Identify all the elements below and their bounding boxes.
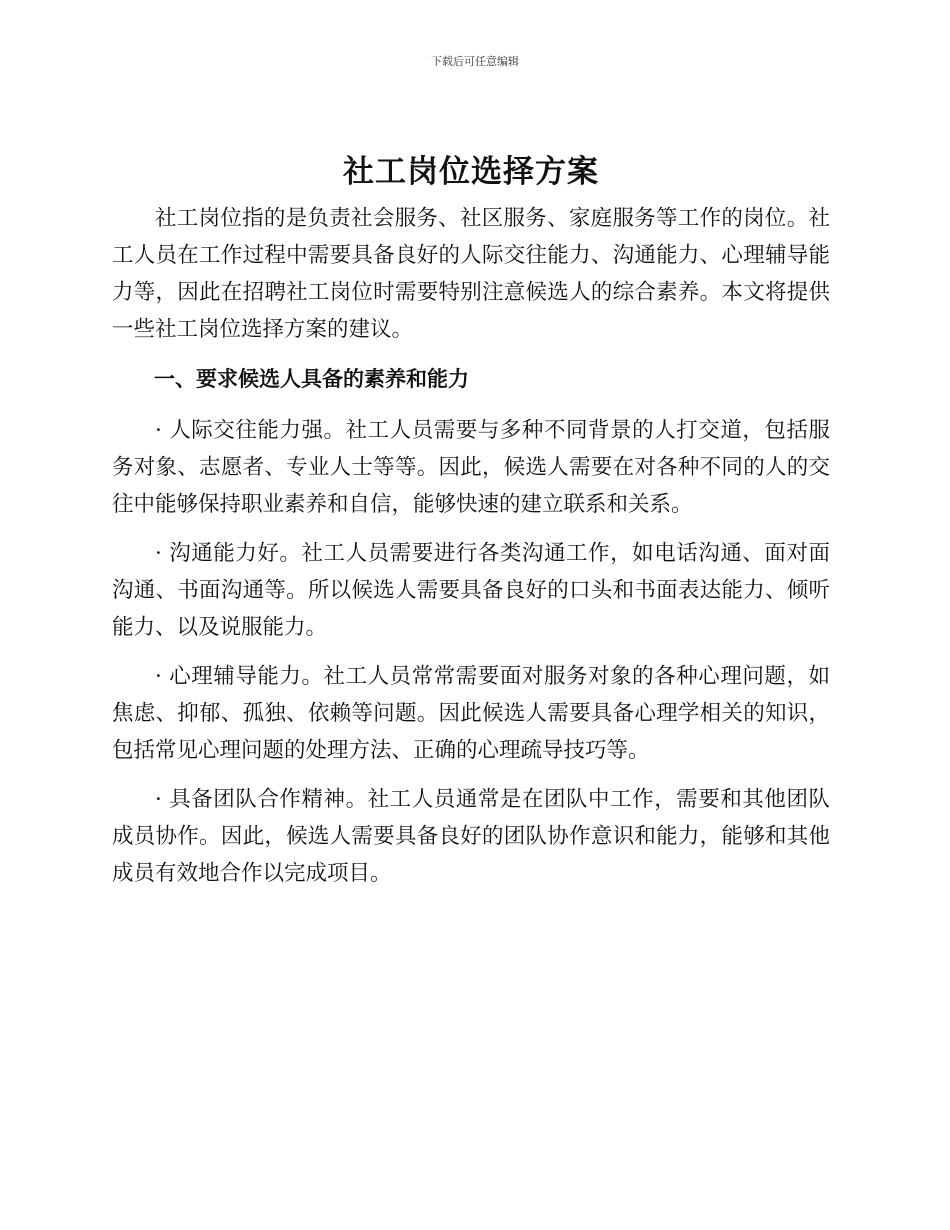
list-item: · 具备团队合作精神。社工人员通常是在团队中工作，需要和其他团队成员协作。因此，候选人需要具备良好的团队协作意识和能力，能够和其他成员有效地合作以完成项目。 — [112, 787, 830, 886]
document-body — [112, 150, 830, 892]
document-title: 社工岗位选择方案 — [343, 154, 599, 190]
list-item: · 人际交往能力强。社工人员需要与多种不同背景的人打交道，包括服务对象、志愿者、专业人士等等。因此，候选人需要在对各种不同的人的交往中能够保持职业素养和自信，能够快速的建立联系和关系。 — [112, 418, 830, 517]
list-item: · 沟通能力好。社工人员需要进行各类沟通工作，如电话沟通、面对面沟通、书面沟通等。所以候选人需要具备良好的口头和书面表达能力、倾听能力、以及说服能力。 — [112, 541, 830, 640]
intro-paragraph: 社工岗位指的是负责社会服务、社区服务、家庭服务等工作的岗位。社工人员在工作过程中需要具备良好的人际交往能力、沟通能力、心理辅导能力等，因此在招聘社工岗位时需要特别注意候选人的综合素养。本文将提供一些社工岗位选择方案的建议。 — [112, 206, 830, 342]
section-heading: 一、要求候选人具备的素养和能力 — [154, 367, 469, 391]
list-item: · 心理辅导能力。社工人员常常需要面对服务对象的各种心理问题，如焦虑、抑郁、孤独、依赖等问题。因此候选人需要具备心理学相关的知识，包括常见心理问题的处理方法、正确的心理疏导技巧等。 — [112, 664, 830, 763]
page-header-note: 下载后可任意编辑 — [431, 55, 519, 68]
